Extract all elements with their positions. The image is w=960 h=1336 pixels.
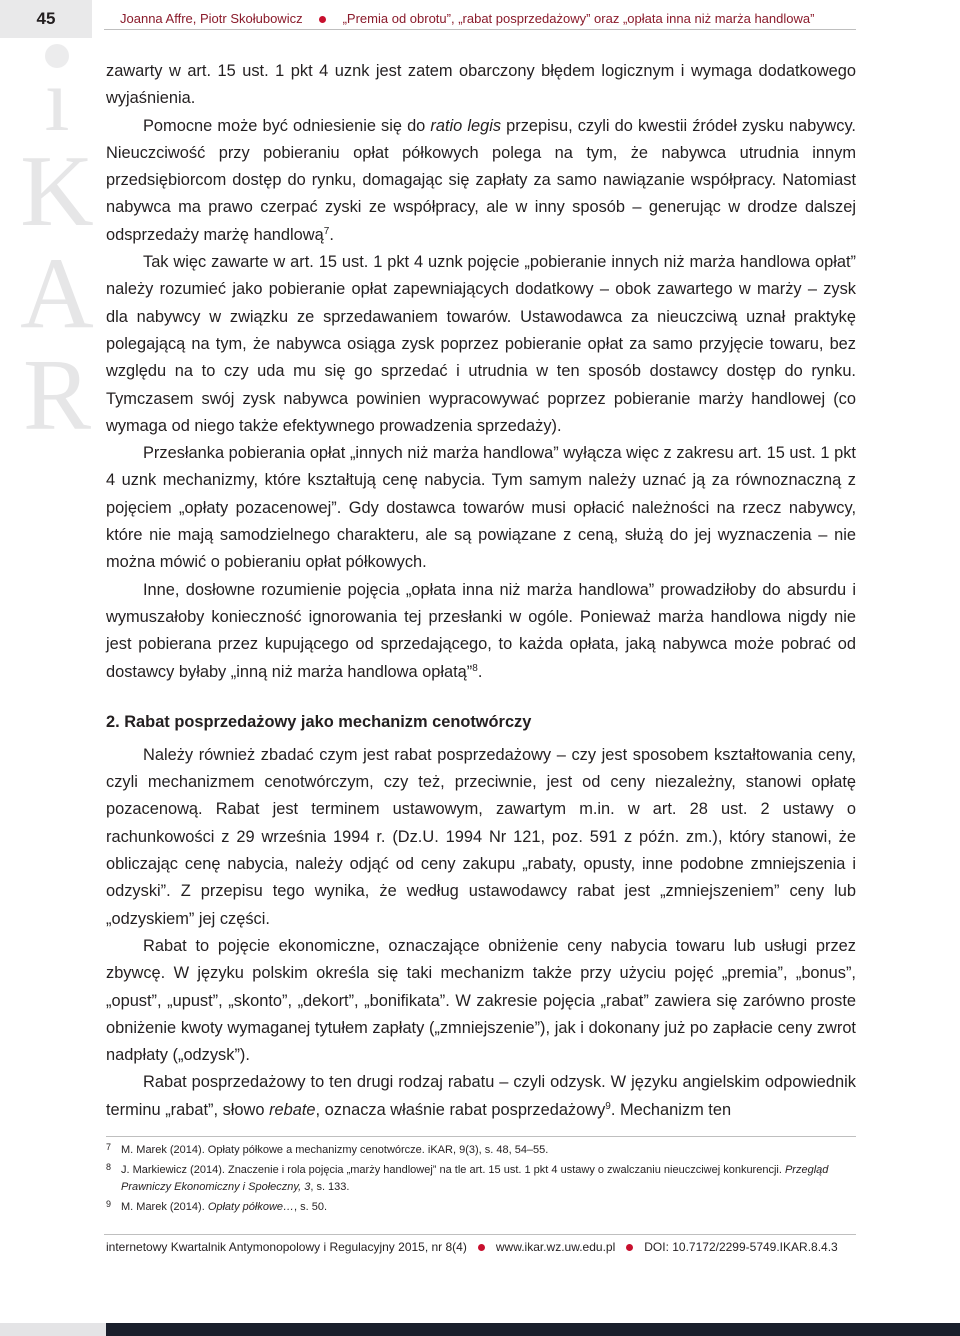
- text-run: , oznacza właśnie rabat posprzedażowy: [315, 1100, 606, 1119]
- section-heading: 2. Rabat posprzedażowy jako mechanizm cenotwórczy: [106, 712, 532, 731]
- footnote-text: J. Markiewicz (2014). Znaczenie i rola pojęcia „marży handlowej” na tle art. 15 ust. 1 pkt 4 ustawy o zwalczaniu nieuczciwej konkurencji.: [121, 1164, 785, 1176]
- running-header: [120, 11, 814, 26]
- footnote-ref[interactable]: 8: [472, 662, 478, 674]
- footnote-title: Opłaty półkowe…: [207, 1201, 295, 1213]
- footnote-number: 9: [106, 1199, 112, 1209]
- footnote-text: M. Marek (2014).: [121, 1201, 208, 1213]
- text-run: Inne, dosłowne rozumienie pojęcia „opłata inna niż marża handlowa” prowadziłoby do absurdu i wymuszałoby konieczność ignorowania tej przesłanki w ogóle. Ponieważ marża handlowa nigdy nie jest pobierana przez kupującego od sprzedającego, to każda opłata, jaką nabywca może pobrać od dostawcy byłaby „inną niż marża handlowa opłatą”: [106, 580, 856, 681]
- bullet-icon: [478, 1244, 485, 1251]
- logo-letter-r: R: [22, 339, 92, 452]
- logo-letter-i: ı: [44, 51, 70, 150]
- footnote: [106, 1142, 856, 1159]
- paragraph: Przesłanka pobierania opłat „innych niż marża handlowa” wyłącza więc z zakresu art. 15 ust. 1 pkt 4 uznk mechanizmy, które kształtują cenę nabycia. Tym samym należy uznać ją za równoznaczną z pojęciem „opłaty pozacenowej”. Gdy dostawca towarów musi opłacić należności na rzecz nabywcy, które nie mają samodzielnego charakteru, ale są powiązane z ceną, służą do jej wyznaczenia – nie można mówić o pobieraniu opłat półkowych.: [106, 444, 856, 572]
- header-title: „Premia od obrotu”, „rabat posprzedażowy” oraz „opłata inna niż marża handlowa”: [342, 11, 815, 26]
- text-run: . Mechanizm ten: [610, 1100, 732, 1119]
- footer-journal: internetowy Kwartalnik Antymonopolowy i Regulacyjny 2015, nr 8(4): [106, 1240, 467, 1254]
- footnote-text: , s. 50.: [294, 1201, 328, 1213]
- logo-letter-k: K: [20, 135, 94, 248]
- footnote-divider: [106, 1136, 856, 1137]
- paragraph: [106, 1069, 856, 1124]
- bottom-bar: [106, 1323, 960, 1336]
- footnote: [106, 1199, 856, 1216]
- text-run: .: [477, 662, 483, 681]
- paragraph: [106, 577, 856, 686]
- text-run: Pomocne może być odniesienie się do: [143, 116, 431, 135]
- footnote-number: 7: [106, 1142, 112, 1152]
- page-number: 45: [0, 0, 92, 38]
- header-divider: [104, 29, 856, 30]
- header-authors: Joanna Affre, Piotr Skołubowicz: [120, 11, 303, 26]
- footnote-ref[interactable]: 9: [605, 1100, 611, 1112]
- footnotes: [106, 1142, 856, 1219]
- footer-doi[interactable]: DOI: 10.7172/2299-5749.IKAR.8.4.3: [644, 1240, 838, 1254]
- footnote-ref[interactable]: 7: [323, 225, 330, 237]
- paragraph: zawarty w art. 15 ust. 1 pkt 4 uznk jest zatem obarczony błędem logicznym i wymaga dodatkowego wyjaśnienia.: [106, 62, 856, 108]
- text-run: przepisu, czyli do kwestii źródeł zysku nabywcy. Nieuczciwość przy pobieraniu opłat półkowych polega na tym, że nabywca utrudnia innym przedsiębiorcom dostęp do rynku, domagając się zapłaty za samo nawiązanie współpracy. Natomiast nabywca ma prawo czerpać zyski ze współpracy, ale w inny sposób – generując w drodze dalszej odsprzedaży marżę handlową: [106, 116, 856, 244]
- footnote-text: M. Marek (2014). Opłaty półkowe a mechanizmy cenotwórcze. iKAR, 9(3), s. 48, 54–55.: [121, 1144, 549, 1156]
- paragraph: Tak więc zawarte w art. 15 ust. 1 pkt 4 uznk pojęcie „pobieranie innych niż marża handlowa opłat” należy rozumieć jako pobieranie opłat zapewniających dodatkowy – obok zawartego w marży – zysk dla nabywcy w związku ze sprzedawaniem towarów. Ustawodawca za nieuczciwą uznał praktykę polegającą na tym, że nabywca osiąga zysk poprzez pobieranie opłat za samo przyjęcie towaru, bez względu na to czy uda mu się go sprzedać i utrudnia w ten sposób dostawcy dostęp do rynku. Tymczasem swój zysk nabywca powinien wypracowywać poprzez pobieranie marży handlowej (co wymaga od niego także efektywnego prowadzenia sprzedaży).: [106, 253, 856, 435]
- bottom-bar-left: [0, 1323, 106, 1336]
- side-logo: [18, 40, 96, 452]
- article-body: [106, 58, 856, 1124]
- footnote-number: 8: [106, 1162, 112, 1172]
- logo-letter-a: A: [20, 237, 94, 350]
- footnote-journal: Przegląd Prawniczy Ekonomiczny i Społeczny, 3: [121, 1164, 829, 1193]
- paragraph: Należy również zbadać czym jest rabat posprzedażowy – czy jest sposobem kształtowania ceny, czyli mechanizmem cenotwórczym, czy też, przeciwnie, jest od ceny niezależny, stanowi opłatę pozacenową. Rabat jest terminem ustawowym, zawartym m.in. w art. 28 ust. 2 ustawy o rachunkowości z 29 września 1994 r. (Dz.U. 1994 Nr 121, poz. 591 z późn. zm.), który stanowi, że obliczając cenę nabycia, należy odjąć od ceny zakupu „rabaty, opusty, inne podobne zmniejszenia i odzyski”. Z przepisu tego wynika, że według ustawodawcy rabat jest „zmniejszeniem” ceny lub „odzyskiem” jej części.: [106, 745, 856, 928]
- bullet-icon: [626, 1244, 633, 1251]
- bullet-icon: [319, 16, 326, 23]
- footnote: [106, 1162, 856, 1196]
- text-run: Rabat posprzedażowy to ten drugi rodzaj rabatu – czyli odzysk. W języku angielskim odpowiednik terminu „rabat”, słowo: [106, 1073, 856, 1119]
- footnote-text: , s. 133.: [310, 1181, 350, 1193]
- italic-term: rebate: [269, 1100, 316, 1119]
- footer-url-link[interactable]: www.ikar.wz.uw.edu.pl: [495, 1240, 616, 1254]
- text-run: .: [329, 225, 334, 244]
- paragraph: [106, 113, 856, 249]
- footer-divider: [104, 1234, 856, 1235]
- paragraph: Rabat to pojęcie ekonomiczne, oznaczające obniżenie ceny nabycia towaru lub usługi przez zbywcę. W języku polskim określa się taki mechanizm także przy użyciu pojęć „premia”, „bonus”, „opust”, „upust”, „skonto”, „dekort”, „bonifikata”. W zakresie pojęcia „rabat” zawiera się zarówno proste obniżenie kwoty wymaganej tytułem zapłaty („zmniejszenie”), jak i dokonany już po zapłacie ceny zwrot nadpłaty („odzysk”).: [106, 936, 856, 1065]
- page-footer: [106, 1240, 866, 1254]
- italic-term: ratio legis: [430, 116, 502, 135]
